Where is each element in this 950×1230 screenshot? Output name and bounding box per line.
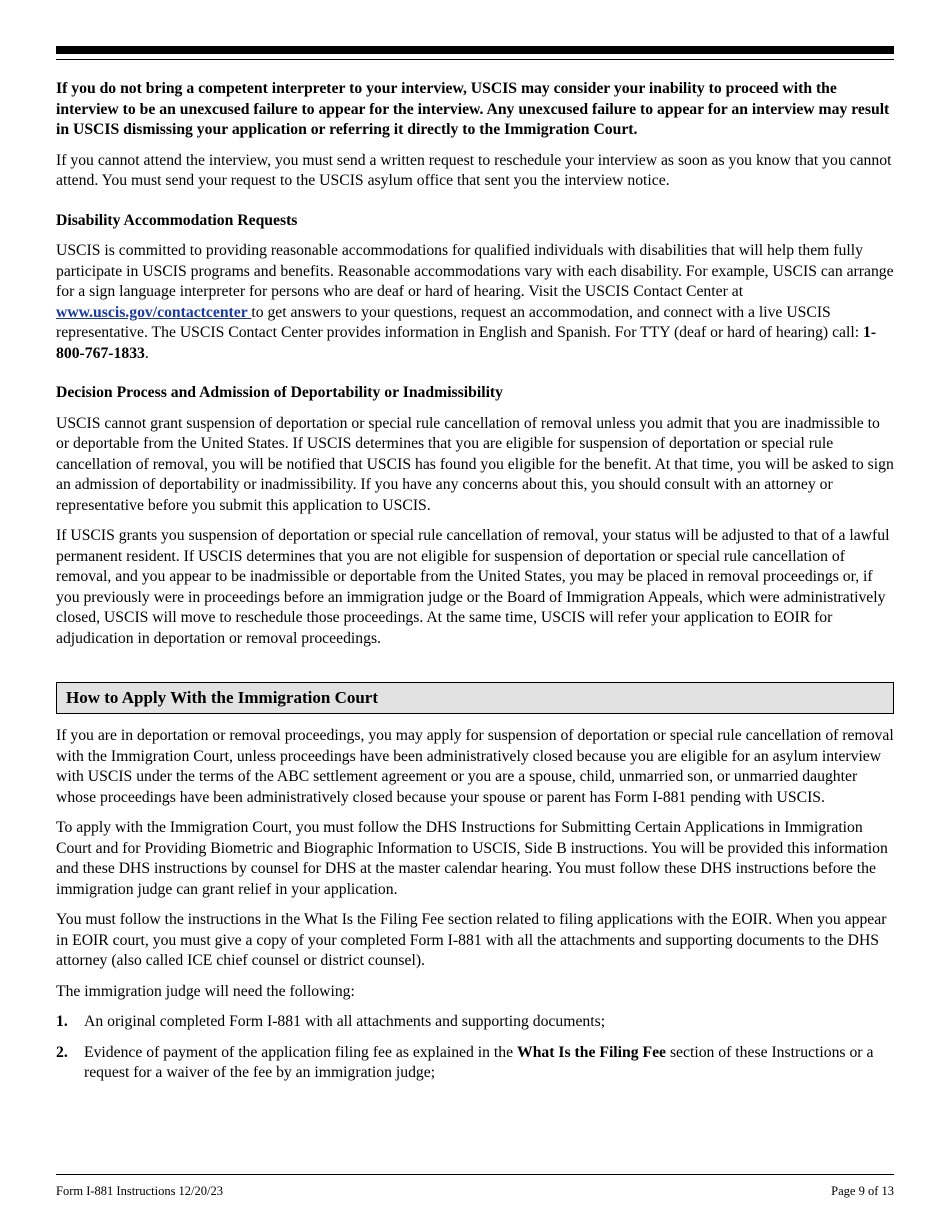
filing-fee-reference: What Is the Filing Fee: [517, 1043, 667, 1061]
document-content: [56, 79, 894, 1084]
court-section-heading: How to Apply With the Immigration Court: [56, 682, 894, 714]
disability-text-before: USCIS is committed to providing reasonable accommodations for qualified individuals with disabilities that will help them fully participate in USCIS programs and benefits. Reasonable accommodations vary with each disability. For example, USCIS can arrange for a sign language interpreter for persons who are deaf or hard of hearing. Visit the USCIS Contact Center at: [56, 242, 894, 300]
list-item-1-text: An original completed Form I-881 with all attachments and supporting documents;: [84, 1013, 606, 1030]
header-thick-rule: [56, 46, 894, 54]
decision-paragraph-1: USCIS cannot grant suspension of deportation or special rule cancellation of removal unless you admit that you are inadmissible to or deportable from the United States. If USCIS determines that you are eligible for suspension of deportation or special rule cancellation of removal, you will be notified that USCIS has found you eligible for the benefit. At that time, you will be asked to sign an admission of deportability or inadmissibility. If you have any concerns about this, you should consult with an attorney or representative before you submit this application to USCIS.: [56, 414, 894, 514]
decision-paragraph-2: If USCIS grants you suspension of deportation or special rule cancellation of removal, your status will be adjusted to that of a lawful permanent resident. If USCIS determines that you are not eligible for suspension of deportation or special rule cancellation of removal, and you appear to be inadmissible or deportable from the United States, you may be placed in removal proceedings or, if you previously were in proceedings before an immigration judge or the Board of Immigration Appeals, which were administratively closed, USCIS will move to reschedule those proceedings. At the same time, USCIS will refer your application to EOIR for adjudication in deportation or removal proceedings.: [56, 527, 890, 647]
list-item-1: [56, 1012, 894, 1033]
list-item-1-number: 1.: [56, 1013, 68, 1030]
contact-center-link[interactable]: www.uscis.gov/contactcenter: [56, 303, 252, 321]
disability-text-after: to get answers to your questions, request an accommodation, and connect with a live USCIS representative. The USCIS Contact Center provides information in English and Spanish. For TTY (deaf or hard of hearing) call:: [56, 303, 863, 341]
interpreter-warning: If you do not bring a competent interpreter to your interview, USCIS may consider your inability to proceed with the interview to be an unexcused failure to appear for the interview. Any unexcused failure to appear for an interview may result in USCIS dismissing your application or referring it directly to the Immigration Court.: [56, 80, 890, 138]
footer-page-number: Page 9 of 13: [831, 1184, 894, 1198]
header-thin-rule: [56, 59, 894, 60]
court-paragraph-4: The immigration judge will need the following:: [56, 982, 355, 1000]
court-paragraph-3: You must follow the instructions in the What Is the Filing Fee section related to filing applications with the EOIR. When you appear in EOIR court, you must give a copy of your completed Form I-881 with all the attachments and supporting documents to the DHS attorney (also called ICE chief counsel or district counsel).: [56, 911, 887, 969]
tty-phone-number: 1-800-767-1833: [56, 324, 877, 362]
list-item-2-text-before: Evidence of payment of the application filing fee as explained in the: [84, 1043, 517, 1061]
list-item-2-number: 2.: [56, 1043, 68, 1061]
list-item-2-text: [84, 1043, 894, 1084]
reschedule-paragraph: If you cannot attend the interview, you must send a written request to reschedule your interview as soon as you know that you cannot attend. You must send your request to the USCIS asylum office that sent you the interview notice.: [56, 151, 892, 189]
disability-paragraph: [56, 241, 894, 364]
disability-heading: Disability Accommodation Requests: [56, 211, 298, 229]
list-item-2-text-after: section of these Instructions or a request for a waiver of the fee by an immigration judge;: [84, 1043, 874, 1081]
list-item-2: [56, 1043, 894, 1084]
page-body: [56, 46, 894, 1084]
court-paragraph-2: To apply with the Immigration Court, you must follow the DHS Instructions for Submitting Certain Applications in Immigration Court and for Providing Biometric and Biographic Information to USCIS, Side B instructions. You will be provided this information and these DHS instructions by counsel for DHS at the master calendar hearing. You must follow these DHS instructions before the immigration judge can grant relief in your application.: [56, 819, 888, 898]
footer-form-id: Form I-881 Instructions 12/20/23: [56, 1184, 224, 1198]
court-paragraph-1: If you are in deportation or removal proceedings, you may apply for suspension of deportation or special rule cancellation of removal with the Immigration Court, unless proceedings have been administratively closed because you are eligible for an asylum interview with USCIS under the terms of the ABC settlement agreement or you are a spouse, child, unmarried son, or unmarried daughter whose proceedings have been administratively closed because your spouse or parent has Form I-881 pending with USCIS.: [56, 727, 894, 806]
page-footer: [56, 1174, 894, 1199]
decision-heading: Decision Process and Admission of Deportability or Inadmissibility: [56, 384, 503, 401]
disability-text-end: .: [144, 344, 149, 362]
footer-rule: [56, 1174, 894, 1175]
